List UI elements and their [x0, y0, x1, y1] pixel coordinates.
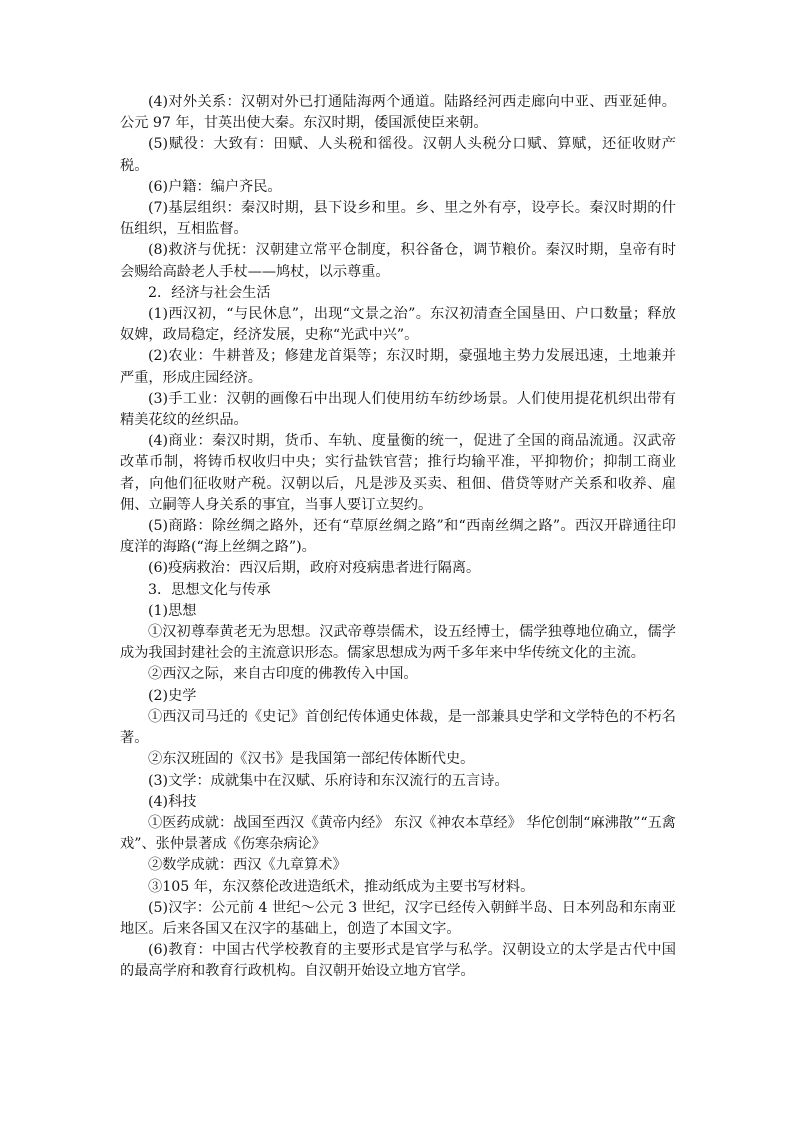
paragraph-grassroots-organization: (7)基层组织：秦汉时期，县下设乡和里。乡、里之外有亭，设亭长。秦汉时期的什伍组织，互相监督。: [120, 200, 676, 238]
paragraph-thought-confucianism: ①汉初尊奉黄老无为思想。汉武帝尊崇儒术，设五经博士，儒学独尊地位确立，儒学成为我国封建社会的主流意识形态。儒家思想成为两千多年来中华传统文化的主流。: [120, 624, 676, 662]
paragraph-shiji: ①西汉司马迁的《史记》首创纪传体通史体裁，是一部兼具史学和文学特色的不朽名著。: [120, 708, 676, 747]
paragraph-early-han: (1)西汉初，“与民休息”，出现“文景之治”。东汉初清查全国垦田、户口数量；释放奴婢，政局稳定，经济发展，史称“光武中兴”。: [120, 306, 676, 344]
section-heading-economy: 2．经济与社会生活: [148, 284, 271, 301]
paragraph-mathematics: ②数学成就：西汉《九章算术》: [148, 857, 347, 874]
paragraph-handicraft: (3)手工业：汉朝的画像石中出现人们使用纺车纺纱场景。人们使用提花机织出带有精美花纹的丝织品。: [120, 390, 676, 429]
paragraph-papermaking: ③105 年，东汉蔡伦改进造纸术，推动纸成为主要书写材料。: [148, 878, 535, 895]
paragraph-household-registration: (6)户籍：编户齐民。: [148, 178, 282, 195]
paragraph-agriculture: (2)农业：牛耕普及；修建龙首渠等；东汉时期，豪强地主势力发展迅速，土地兼并严重，形成庄园经济。: [120, 348, 676, 386]
paragraph-relief-welfare: (8)救济与优抚：汉朝建立常平仓制度，积谷备仓，调节粮价。秦汉时期，皇帝有时会赐给高龄老人手杖——鸠杖，以示尊重。: [120, 242, 676, 280]
paragraph-commerce: (4)商业：秦汉时期，货币、车轨、度量衡的统一，促进了全国的商品流通。汉武帝改革币制，将铸币权收归中央；实行盐铁官营；推行均输平准，平抑物价；抑制工商业者，向他们征收财产税。汉朝以后，凡是涉及买卖、租佃、借贷等财产关系和收养、雇佣、立嗣等人身关系的事宜，当事人要订立契约。: [120, 433, 676, 513]
section-heading-culture: 3．思想文化与传承: [148, 581, 271, 598]
paragraph-literature: (3)文学：成就集中在汉赋、乐府诗和东汉流行的五言诗。: [148, 772, 509, 789]
subheading-history: (2)史学: [148, 687, 197, 704]
paragraph-epidemic: (6)疫病救治：西汉后期，政府对疫病患者进行隔离。: [148, 560, 481, 577]
paragraph-trade-routes: (5)商路：除丝绸之路外，还有“草原丝绸之路”和“西南丝绸之路”。西汉开辟通往印度洋的海路(“海上丝绸之路”)。: [120, 518, 676, 556]
paragraph-foreign-relations: (4)对外关系：汉朝对外已打通陆海两个通道。陆路经河西走廊向中亚、西亚延伸。公元 97 年，甘英出使大秦。东汉时期，倭国派使臣来朝。: [120, 94, 676, 132]
document-body: [120, 92, 676, 983]
subheading-thought: (1)思想: [148, 602, 197, 619]
paragraph-education: (6)教育：中国古代学校教育的主要形式是官学与私学。汉朝设立的太学是古代中国的最高学府和教育行政机构。自汉朝开始设立地方官学。: [120, 942, 676, 980]
paragraph-taxes-labor: (5)赋役：大致有：田赋、人头税和徭役。汉朝人头税分口赋、算赋，还征收财产税。: [120, 136, 676, 174]
paragraph-chinese-characters: (5)汉字：公元前 4 世纪～公元 3 世纪，汉字已经传入朝鲜半岛、日本列岛和东南亚地区。后来各国又在汉字的基础上，创造了本国文字。: [120, 899, 676, 937]
paragraph-hanshu: ②东汉班固的《汉书》是我国第一部纪传体断代史。: [148, 751, 475, 768]
paragraph-thought-buddhism: ②西汉之际，来自古印度的佛教传入中国。: [148, 666, 418, 683]
paragraph-medicine: ①医药成就：战国至西汉《黄帝内经》 东汉《神农本草经》 华佗创制“麻沸散”“五禽戏”、张仲景著成《伤寒杂病论》: [120, 814, 676, 853]
subheading-science: (4)科技: [148, 793, 197, 810]
